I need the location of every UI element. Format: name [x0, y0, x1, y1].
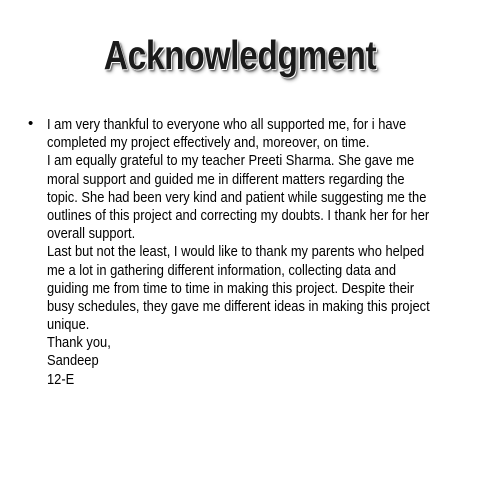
closing-line: Thank you,	[47, 334, 111, 352]
body-line: me a lot in gathering different information, collecting data and	[47, 261, 396, 279]
body-line: moral support and guided me in different matters regarding the	[47, 170, 405, 188]
body-line: overall support.	[47, 225, 136, 243]
acknowledgment-body	[47, 116, 430, 389]
body-line: Last but not the least, I would like to thank my parents who helped	[47, 243, 425, 261]
body-line: completed my project effectively and, moreover, on time.	[47, 134, 370, 152]
body-line: I am very thankful to everyone who all supported me, for i have	[47, 116, 407, 133]
body-line: busy schedules, they gave me different ideas in making this project	[47, 297, 430, 315]
page-title: Acknowledgment	[103, 32, 377, 78]
body-line: guiding me from time to time in making this project. Despite their	[47, 279, 415, 297]
body-line: topic. She had been very kind and patient while suggesting me the	[47, 188, 427, 206]
signature-name: Sandeep	[47, 352, 99, 370]
body-line: outlines of this project and correcting my doubts. I thank her for her	[47, 206, 430, 224]
signature-class: 12-E	[47, 370, 75, 388]
body-line: I am equally grateful to my teacher Preeti Sharma. She gave me	[47, 152, 415, 170]
bullet-marker: •	[28, 115, 34, 132]
body-line: unique.	[47, 316, 90, 334]
